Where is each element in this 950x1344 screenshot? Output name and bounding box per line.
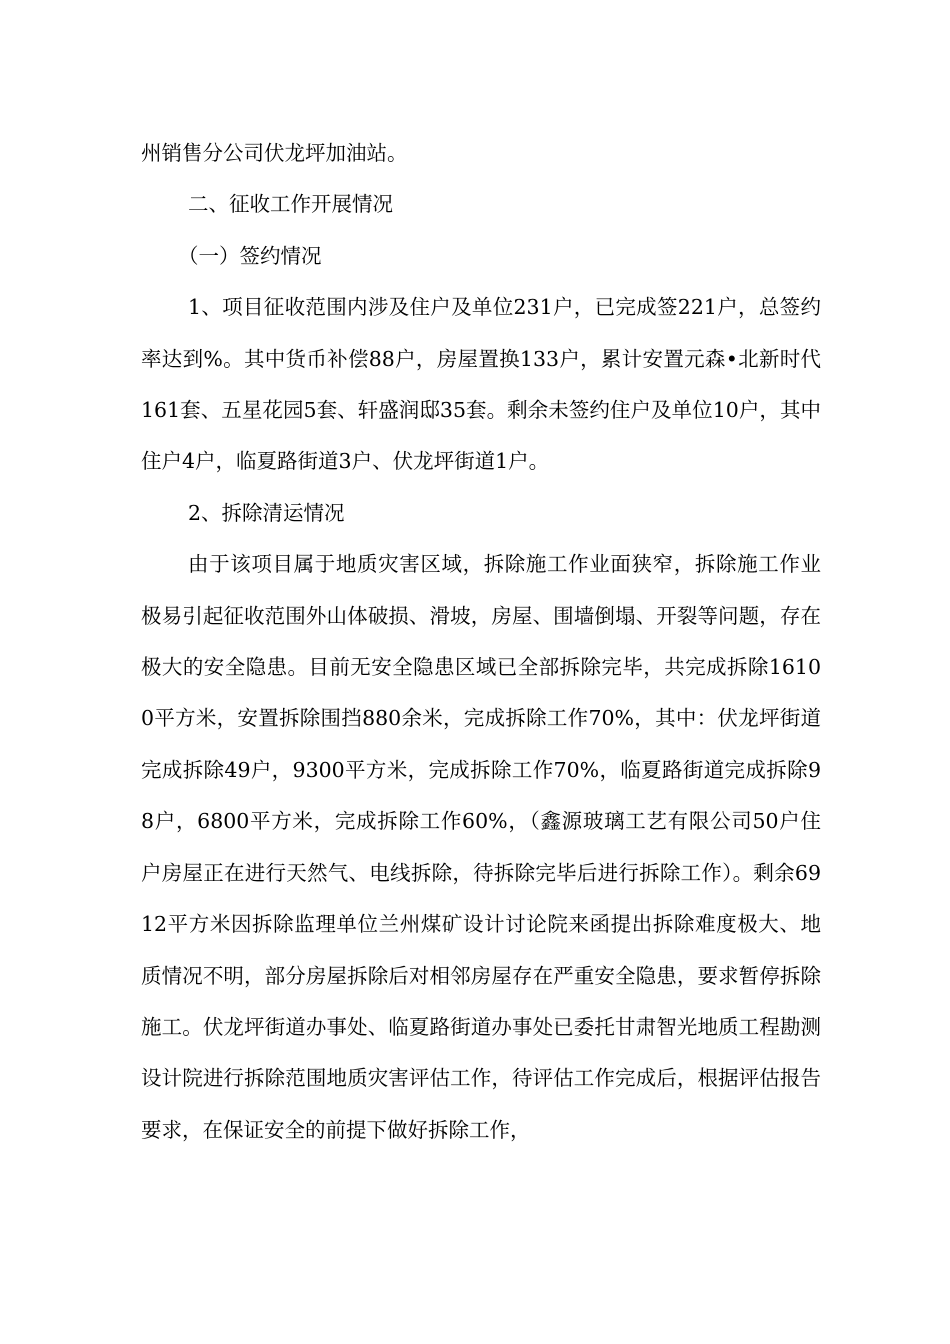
section-heading-2: 二、征收工作开展情况	[188, 192, 393, 217]
paragraph-continuation: 州销售分公司伏龙坪加油站。	[141, 141, 408, 165]
paragraph-demolition: 由于该项目属于地质灾害区域，拆除施工作业面狭窄，拆除施工作业极易引起征收范围外山体破损、滑坡，房屋、围墙倒塌、开裂等问题，存在极大的安全隐患。目前无安全隐患区域已全部拆除完毕，共完成拆除16100平方米，安置拆除围挡880余米，完成拆除工作70%，其中：伏龙坪街道完成拆除49户，9300平方米，完成拆除工作70%，临夏路街道完成拆除98户，6800平方米，完成拆除工作60%，（鑫源玻璃工艺有限公司50户住户房屋正在进行天然气、电线拆除，待拆除完毕后进行拆除工作）。剩余6912平方米因拆除监理单位兰州煤矿设计讨论院来函提出拆除难度极大、地质情况不明，部分房屋拆除后对相邻房屋存在严重安全隐患，要求暂停拆除施工。伏龙坪街道办事处、临夏路街道办事处已委托甘肃智光地质工程勘测设计院进行拆除范围地质灾害评估工作，待评估工作完成后，根据评估报告要求，在保证安全的前提下做好拆除工作，	[141, 552, 821, 1142]
subsection-heading-1: （一）签约情况	[178, 243, 322, 268]
paragraph-signing: 1、项目征收范围内涉及住户及单位231户，已完成签221户，总签约率达到%。其中货币补偿88户，房屋置换133户，累计安置元森•北新时代161套、五星花园5套、轩盛润邸35套。剩余未签约住户及单位10户，其中住户4户，临夏路街道3户、伏龙坪街道1户。	[141, 295, 821, 474]
subsection-heading-demolition: 2、拆除清运情况	[188, 500, 345, 525]
document-body	[141, 128, 821, 1156]
